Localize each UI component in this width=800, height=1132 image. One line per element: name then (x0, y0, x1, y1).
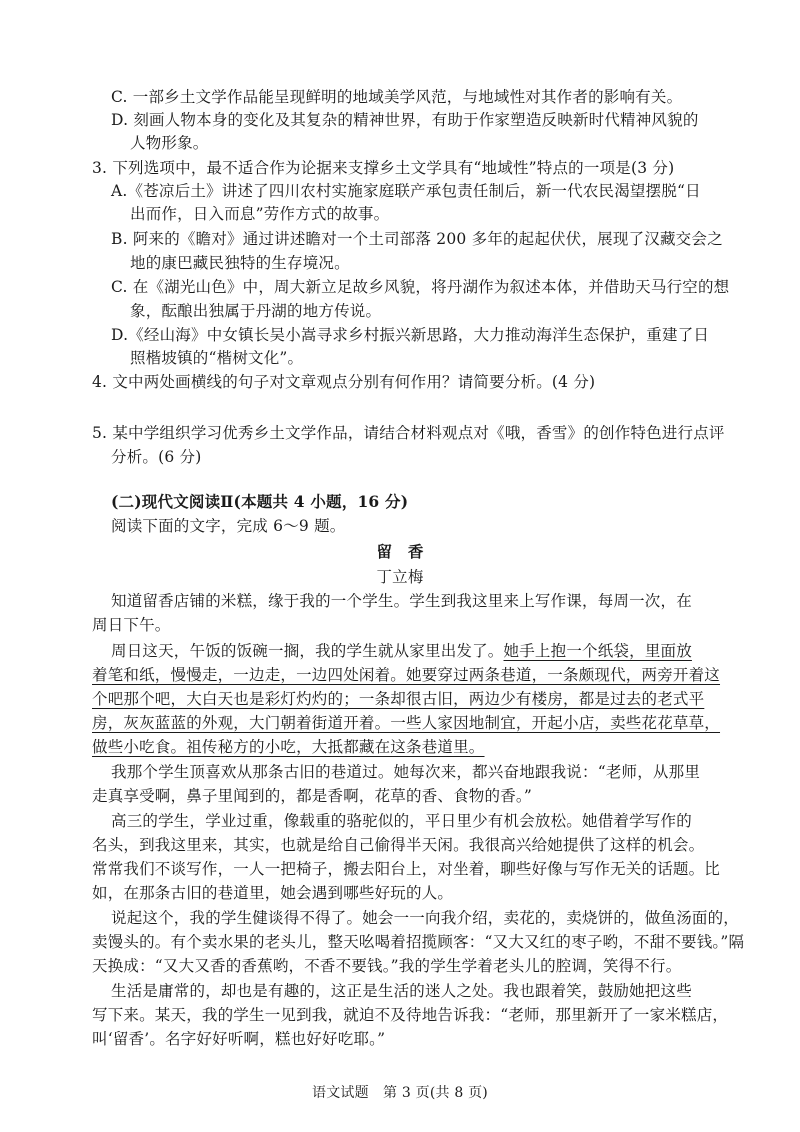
question-5-cont: 分析。(6 分) (111, 448, 202, 466)
paragraph-2-line-2: 着笔和纸，慢慢走，一边走，一边四处闲着。她要穿过两条巷道，一条颇现代，两旁开着这 (92, 666, 721, 684)
paragraph-4-line-3: 常常我们不谈写作，一人一把椅子，搬去阳台上，对坐着，聊些好像与写作无关的话题。比 (92, 860, 721, 878)
option-a-q3: A.《苍凉后土》讲述了四川农村实施家庭联产承包责任制后，新一代农民渴望摆脱“日 (111, 182, 701, 200)
paragraph-4-line-4: 如，在那条古旧的巷道里，她会遇到哪些好玩的人。 (92, 884, 454, 902)
paragraph-3-line-1: 我那个学生顶喜欢从那条古旧的巷道过。她每次来，都兴奋地跟我说：“老师，从那里 (111, 763, 701, 781)
option-a-q3-cont: 出而作，日入而息”劳作方式的故事。 (130, 205, 390, 223)
section-instruction: 阅读下面的文字，完成 6～9 题。 (111, 517, 346, 535)
option-d-q3-cont: 照楷坡镇的“楷树文化”。 (130, 349, 304, 367)
option-b-q3: B. 阿来的《瞻对》通过讲述瞻对一个土司部落 200 多年的起起伏伏，展现了汉藏交会之 (111, 230, 723, 248)
option-c-q3: C. 在《湖光山色》中，周大新立足故乡风貌，将丹湖作为叙述本体，并借助天马行空的想 (111, 278, 730, 296)
paragraph-5-line-2: 卖馒头的。有个卖水果的老头儿，整天吆喝着招揽顾客：“又大又红的枣子哟，不甜不要钱。”隔 (92, 933, 745, 951)
section-heading: (二)现代文阅读Ⅱ(本题共 4 小题，16 分) (111, 492, 409, 511)
paragraph-2-line-1 (111, 640, 692, 662)
paragraph-2-line-4: 房，灰灰蓝蓝的外观，大门朝着街道开着。一些人家因地制宜，开起小店，卖些花花草草， (92, 714, 721, 732)
paragraph-2-line-5: 做些小吃食。祖传秘方的小吃，大抵都藏在这条巷道里。 (92, 738, 485, 756)
paragraph-5-line-3: 天换成：“又大又香的香蕉哟，不香不要钱。”我的学生学着老头儿的腔调，笑得不行。 (92, 957, 682, 975)
paragraph-4-line-2: 名头，到我这里来，其实，也就是给自己偷得半天闲。我很高兴给她提供了这样的机会。 (92, 836, 705, 854)
article-title: 留 香 (376, 542, 424, 561)
paragraph-1-line-1: 知道留香店铺的米糕，缘于我的一个学生。学生到我这里来上写作课，每周一次，在 (111, 592, 692, 610)
option-d-q2-cont: 人物形象。 (130, 134, 209, 152)
option-c-q2: C. 一部乡土文学作品能呈现鲜明的地域美学风范，与地域性对其作者的影响有关。 (111, 88, 683, 106)
question-5: 5. 某中学组织学习优秀乡土文学作品，请结合材料观点对《哦，香雪》的创作特色进行点评 (92, 424, 725, 442)
paragraph-2-underlined-start: 她手上抱一个纸袋，里面放 (503, 642, 692, 660)
paragraph-3-line-2: 走真享受啊，鼻子里闻到的，都是香啊，花草的香、食物的香。” (92, 787, 532, 805)
page-footer: 语文试题 第 3 页(共 8 页) (312, 1085, 488, 1101)
paragraph-6-line-2: 写下来。某天，我的学生一见到我，就迫不及待地告诉我：“老师，那里新开了一家米糕店， (92, 1006, 729, 1024)
paragraph-6-line-3: 叫‘留香’。名字好好听啊，糕也好好吃耶。” (92, 1030, 386, 1048)
option-d-q3: D.《经山海》中女镇长吴小嵩寻求乡村振兴新思路，大力推动海洋生态保护，重建了日 (111, 326, 710, 344)
paragraph-2-line-3: 个吧那个吧，大白天也是彩灯灼灼的；一条却很古旧，两边少有楼房，都是过去的老式平 (92, 690, 705, 708)
paragraph-6-line-1: 生活是庸常的，却也是有趣的，这正是生活的迷人之处。我也跟着笑，鼓励她把这些 (111, 982, 692, 1000)
paragraph-4-line-1: 高三的学生，学业过重，像载重的骆驼似的，平日里少有机会放松。她借着学写作的 (111, 812, 692, 830)
paragraph-1-line-2: 周日下午。 (92, 616, 171, 634)
paragraph-5-line-1: 说起这个，我的学生健谈得不得了。她会一一向我介绍，卖花的，卖烧饼的，做鱼汤面的， (111, 909, 740, 927)
question-4: 4. 文中两处画横线的句子对文章观点分别有何作用？请简要分析。(4 分) (92, 373, 596, 391)
question-3: 3. 下列选项中，最不适合作为论据来支撑乡土文学具有“地域性”特点的一项是(3 分) (92, 159, 675, 177)
option-c-q3-cont: 象，酝酿出独属于丹湖的地方传说。 (130, 302, 382, 320)
option-d-q2: D. 刻画人物本身的变化及其复杂的精神世界，有助于作家塑造反映新时代精神风貌的 (111, 111, 699, 129)
article-author: 丁立梅 (376, 568, 424, 586)
paragraph-2-plain: 周日这天，午饭的饭碗一搁，我的学生就从家里出发了。 (111, 642, 504, 660)
option-b-q3-cont: 地的康巴藏民独特的生存境况。 (130, 254, 350, 272)
